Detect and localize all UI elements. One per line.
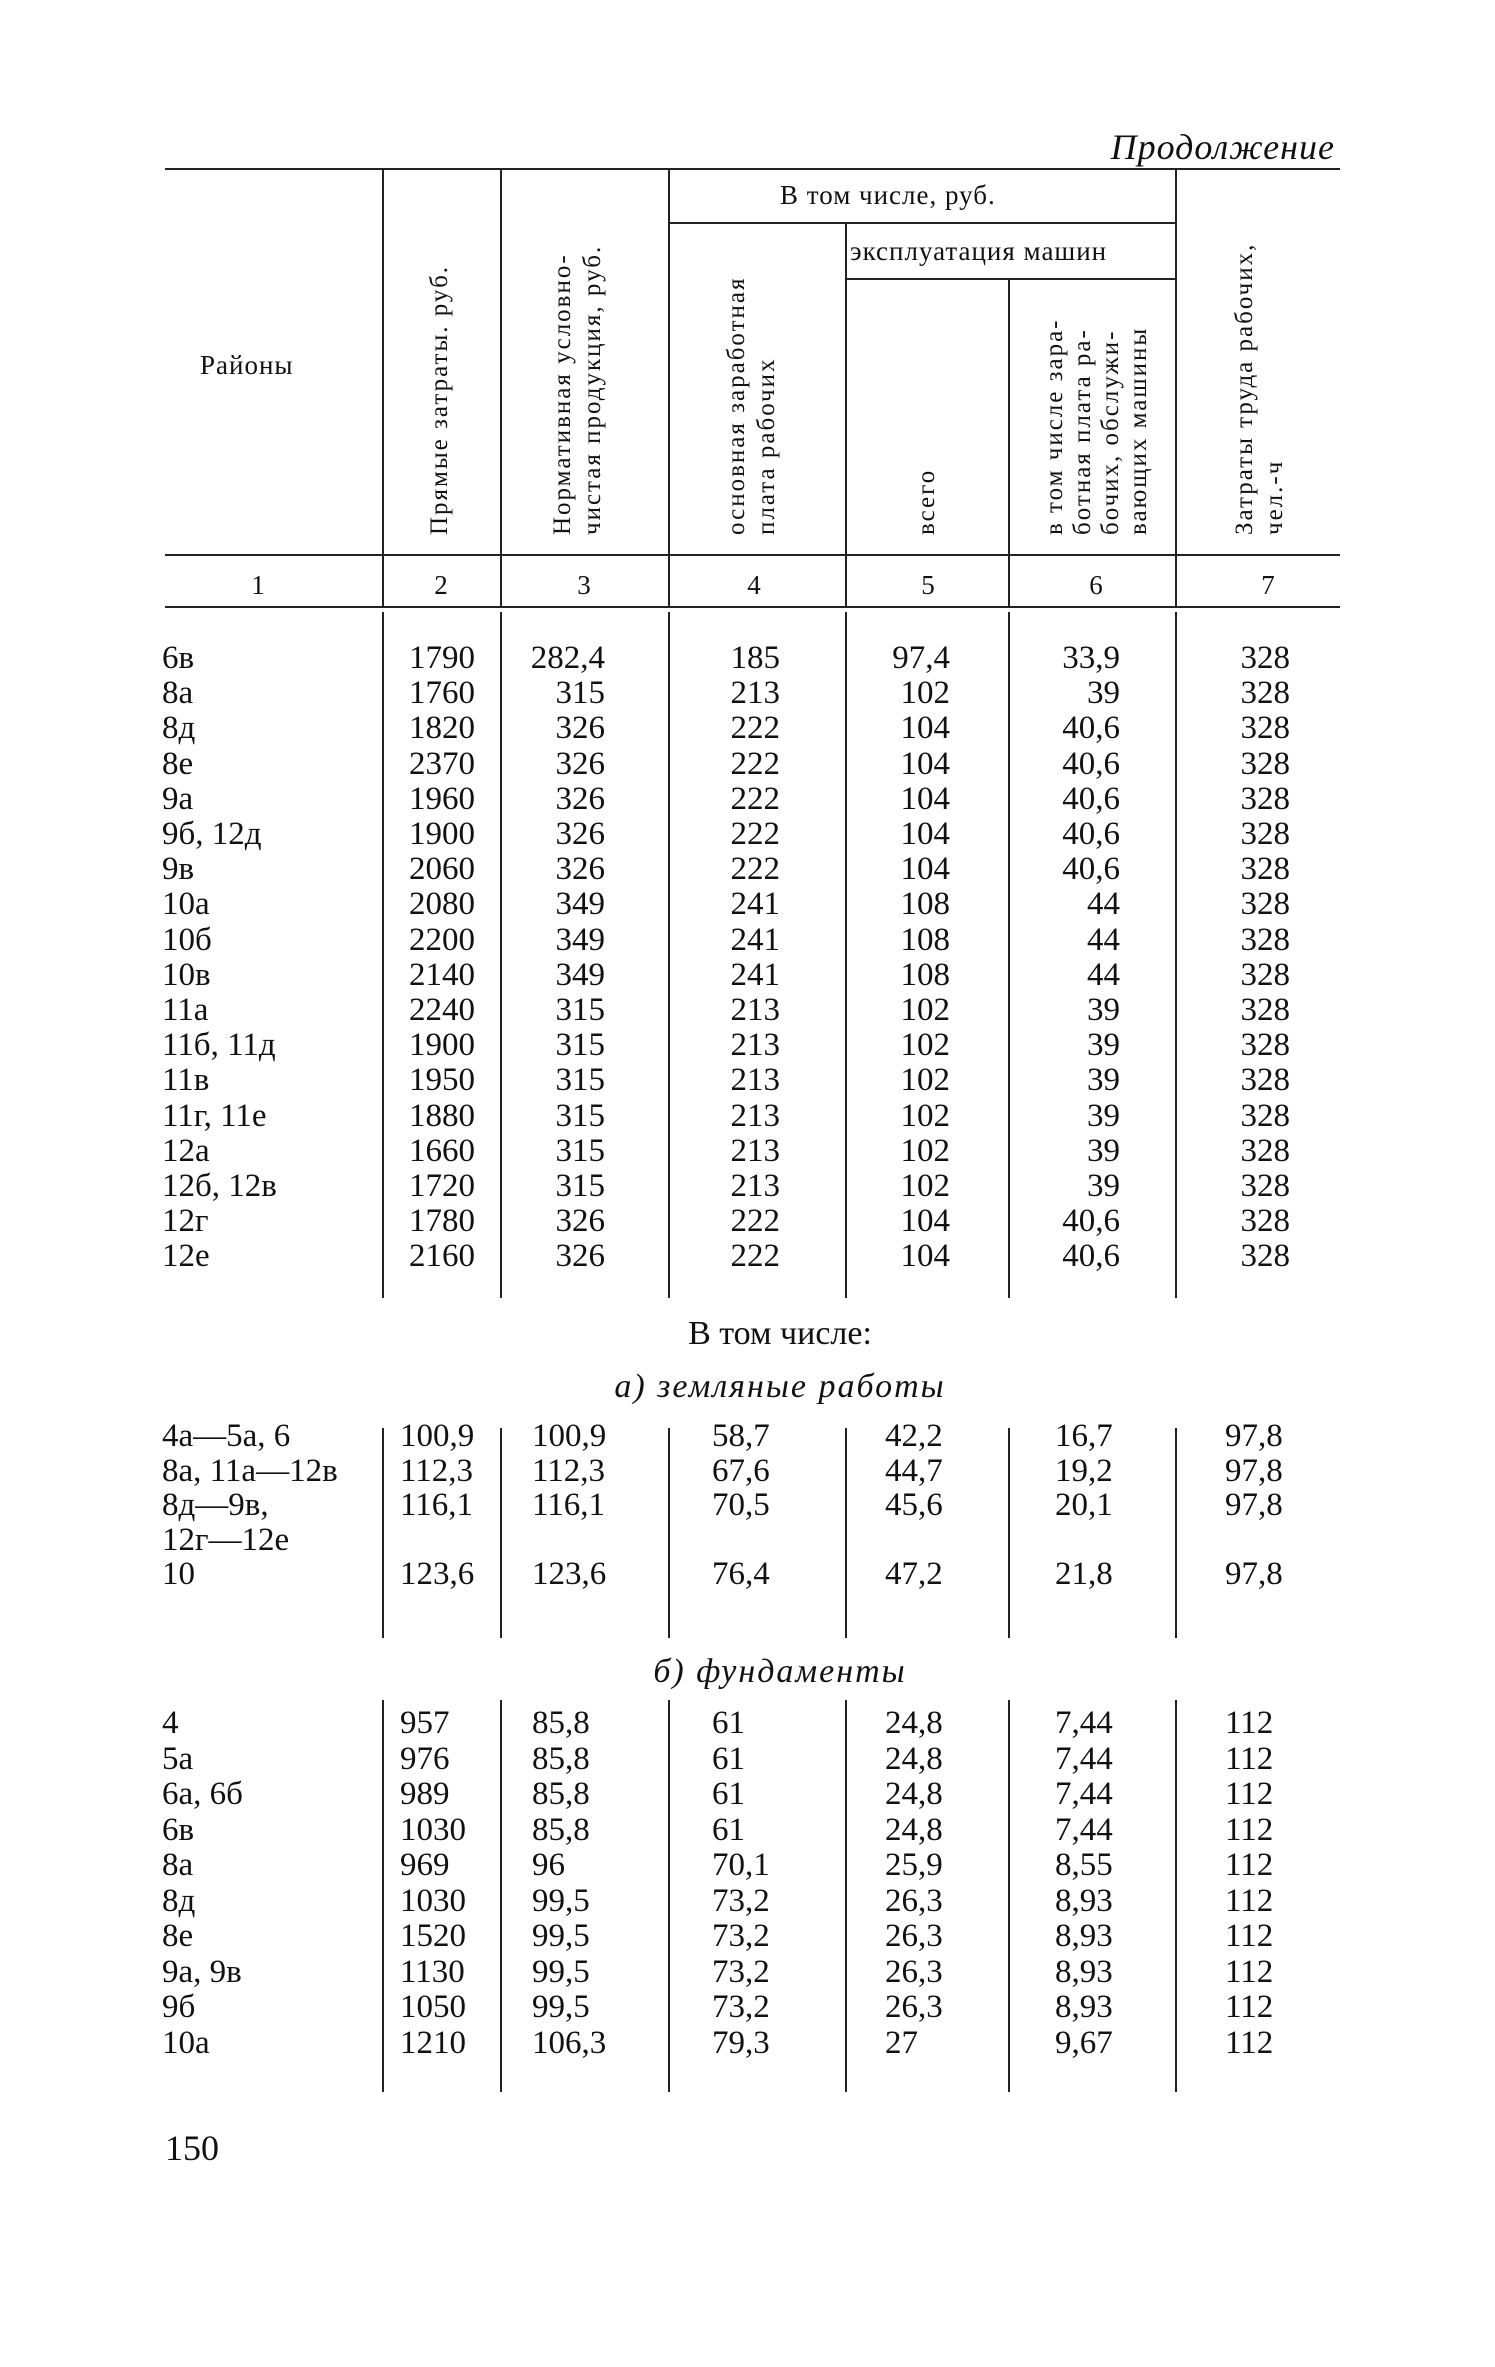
main_rows-cell: 97,4: [892, 640, 950, 676]
earthworks.rows-cell: 67,6: [712, 1452, 770, 1489]
col-number-3: 3: [577, 570, 591, 600]
earthworks.rows-cell: 47,2: [885, 1556, 943, 1592]
main_rows-cell: 1780: [409, 1203, 475, 1240]
main_rows-cell: 2240: [409, 992, 475, 1028]
earthworks.rows-cell: 10: [162, 1556, 195, 1592]
main_rows-cell: 326: [555, 816, 605, 852]
foundations.rows-cell: 8д: [162, 1882, 196, 1919]
foundations.rows-cell: 99,5: [532, 1953, 590, 1990]
main_rows-cell: 315: [555, 675, 605, 712]
base-wage-header-l1: основная заработная: [723, 276, 750, 535]
foundations.rows-cell: 9а, 9в: [162, 1953, 242, 1990]
foundations.rows-cell: 106,3: [532, 2024, 607, 2061]
main_rows-cell: 11б, 11д: [162, 1027, 276, 1064]
main_rows-cell: 2080: [409, 886, 475, 923]
main_rows-cell: 185: [730, 640, 780, 676]
earthworks.rows-cell: 8д—9в,: [162, 1487, 269, 1523]
found-divider-4: [845, 1700, 847, 2092]
main_rows-cell: 40,6: [1062, 780, 1120, 817]
main_rows-cell: 39: [1087, 1168, 1120, 1204]
main_rows-cell: 222: [730, 816, 780, 852]
including-label: В том числе:: [688, 1315, 872, 1352]
main_rows-cell: 349: [555, 956, 605, 993]
main_rows-cell: 1790: [409, 640, 475, 676]
main_rows-cell: 11г, 11е: [162, 1097, 267, 1134]
main_rows-cell: 282,4: [530, 640, 605, 676]
foundations.rows-cell: 1030: [400, 1882, 466, 1919]
main_rows-cell: 213: [730, 992, 780, 1028]
main_rows-cell: 213: [730, 1132, 780, 1169]
foundations.rows-cell: 85,8: [532, 1740, 590, 1777]
main_rows-cell: 328: [1240, 921, 1290, 958]
foundations.rows-cell: 61: [712, 1705, 745, 1741]
main_rows-cell: 1900: [409, 816, 475, 852]
foundations.rows-cell: 79,3: [712, 2024, 770, 2061]
main_rows-cell: 241: [730, 886, 780, 923]
incl-wage-header-l4: вающих машины: [1125, 326, 1152, 535]
earthworks.rows-cell: 112,3: [400, 1452, 474, 1489]
main_rows-cell: 39: [1087, 675, 1120, 712]
foundations.rows-cell: 957: [400, 1705, 450, 1741]
main_rows-cell: 315: [555, 1062, 605, 1099]
earthworks.rows-cell: 4а—5а, 6: [162, 1418, 291, 1454]
main_rows-cell: 326: [555, 851, 605, 888]
main_rows-cell: 222: [730, 1203, 780, 1240]
main_rows-cell: 108: [900, 956, 950, 993]
header-divider-3: [668, 170, 670, 606]
main_rows-cell: 9б, 12д: [162, 816, 262, 852]
main_rows-cell: 315: [555, 1168, 605, 1204]
found-divider-6: [1175, 1700, 1177, 2092]
main_rows-cell: 315: [555, 1132, 605, 1169]
col-number-4: 4: [747, 570, 761, 600]
main_rows-cell: 328: [1240, 851, 1290, 888]
main_rows-cell: 40,6: [1062, 1203, 1120, 1240]
earthworks.rows-cell: 116,1: [532, 1487, 606, 1523]
main_rows-cell: 8а: [162, 675, 194, 712]
main_rows-cell: 102: [900, 675, 950, 712]
main_rows-cell: 222: [730, 780, 780, 817]
foundations.rows-cell: 112: [1225, 1918, 1274, 1954]
earthworks.rows-cell: 97,8: [1225, 1556, 1283, 1592]
machine-operation-header: эксплуатация машин: [850, 236, 1108, 266]
main_rows-cell: 10а: [162, 886, 210, 923]
page-number: 150: [165, 2128, 219, 2168]
main_rows-cell: 213: [730, 1062, 780, 1099]
earthworks.rows-cell: 123,6: [532, 1556, 607, 1592]
main_rows-cell: 102: [900, 1132, 950, 1169]
foundations.rows-cell: 27: [885, 2024, 918, 2061]
foundations.rows-cell: 112: [1225, 1705, 1274, 1741]
main_rows-cell: 44: [1087, 956, 1120, 993]
main_rows-cell: 39: [1087, 992, 1120, 1028]
main_rows-cell: 9а: [162, 780, 194, 817]
foundations.rows-cell: 1030: [400, 1811, 466, 1848]
earthworks.rows-cell: 12г—12е: [162, 1521, 290, 1558]
main-divider-6: [1175, 612, 1177, 1298]
main_rows-cell: 1900: [409, 1027, 475, 1064]
main_rows-cell: 12г: [162, 1203, 209, 1240]
main_rows-cell: 213: [730, 1168, 780, 1204]
foundations.rows-cell: 8а: [162, 1847, 194, 1883]
earthworks.rows-cell: 42,2: [885, 1418, 943, 1454]
foundations.rows-cell: 7,44: [1055, 1776, 1113, 1812]
main_rows-cell: 102: [900, 1097, 950, 1134]
foundations.rows-cell: 85,8: [532, 1811, 590, 1848]
earthworks.rows-cell: 97,8: [1225, 1418, 1283, 1454]
col-number-7: 7: [1261, 570, 1275, 600]
main_rows-cell: 222: [730, 1238, 780, 1275]
main_rows-cell: 1880: [409, 1097, 475, 1134]
col-number-2: 2: [434, 570, 448, 600]
main_rows-cell: 328: [1240, 886, 1290, 923]
main_rows-cell: 9в: [162, 851, 195, 888]
earthworks.rows-cell: 45,6: [885, 1487, 943, 1523]
found-divider-3: [668, 1700, 670, 2092]
main_rows-cell: 102: [900, 1027, 950, 1064]
earthworks.rows-cell: 16,7: [1055, 1418, 1113, 1454]
main_rows-cell: 2370: [409, 745, 475, 782]
earthworks.rows-cell: 100,9: [400, 1418, 475, 1454]
earth-divider-4: [845, 1428, 847, 1638]
foundations.rows-cell: 9,67: [1055, 2024, 1113, 2061]
earthworks.rows-cell: 44,7: [885, 1452, 943, 1489]
main_rows-cell: 39: [1087, 1097, 1120, 1134]
main_rows-cell: 328: [1240, 1238, 1290, 1275]
foundations.rows-cell: 96: [532, 1847, 565, 1883]
foundations.rows-cell: 24,8: [885, 1740, 943, 1777]
main_rows-cell: 328: [1240, 1097, 1290, 1134]
header-divider-5: [1008, 280, 1010, 606]
foundations.rows-cell: 26,3: [885, 1882, 943, 1919]
foundations.rows-cell: 1210: [400, 2024, 466, 2061]
foundations.rows-cell: 85,8: [532, 1776, 590, 1812]
header-divider-1: [382, 170, 384, 606]
found-divider-5: [1008, 1700, 1010, 2092]
main_rows-cell: 326: [555, 745, 605, 782]
foundations.rows-cell: 73,2: [712, 1953, 770, 1990]
earth-divider-2: [500, 1428, 502, 1638]
main_rows-cell: 222: [730, 745, 780, 782]
foundations.rows-cell: 112: [1225, 1740, 1274, 1777]
main_rows-cell: 315: [555, 1097, 605, 1134]
main_rows-cell: 241: [730, 956, 780, 993]
main_rows-cell: 11а: [162, 992, 209, 1028]
main_rows-cell: 104: [900, 851, 950, 888]
main_rows-cell: 222: [730, 710, 780, 747]
main_rows-cell: 1760: [409, 675, 475, 712]
header-divider-6: [1175, 170, 1177, 606]
earthworks.rows-cell: 70,5: [712, 1487, 770, 1523]
found-divider-2: [500, 1700, 502, 2092]
earthworks.rows-cell: 112,3: [532, 1452, 606, 1489]
main_rows-cell: 104: [900, 816, 950, 852]
main_rows-cell: 241: [730, 921, 780, 958]
header-bottom-rule: [165, 554, 1340, 556]
earthworks-title: а) земляные работы: [614, 1368, 946, 1405]
earthworks.rows-cell: 116,1: [400, 1487, 474, 1523]
foundations.rows-cell: 8,93: [1055, 1953, 1113, 1990]
foundations.rows-cell: 61: [712, 1740, 745, 1777]
main_rows-cell: 2140: [409, 956, 475, 993]
col-number-1: 1: [251, 570, 265, 600]
foundations.rows-cell: 976: [400, 1740, 450, 1777]
earthworks.rows-cell: 19,2: [1055, 1452, 1113, 1489]
main_rows-cell: 102: [900, 1168, 950, 1204]
foundations.rows-cell: 112: [1225, 1847, 1274, 1883]
foundations.rows-cell: 8,93: [1055, 1989, 1113, 2025]
earthworks.rows-cell: 8а, 11а—12в: [162, 1452, 338, 1489]
foundations.rows-cell: 73,2: [712, 1918, 770, 1954]
main_rows-cell: 2200: [409, 921, 475, 958]
foundations.rows-cell: 112: [1225, 1882, 1274, 1919]
normative-product-header-l1: Нормативная условно-: [549, 253, 576, 535]
main_rows-cell: 104: [900, 745, 950, 782]
earth-divider-6: [1175, 1428, 1177, 1638]
base-wage-header-l2: плата рабочих: [753, 357, 780, 535]
main_rows-cell: 328: [1240, 1168, 1290, 1204]
foundations.rows-cell: 7,44: [1055, 1811, 1113, 1848]
foundations.rows-cell: 73,2: [712, 1882, 770, 1919]
main_rows-cell: 2160: [409, 1238, 475, 1275]
main_rows-cell: 328: [1240, 816, 1290, 852]
foundations.rows-cell: 7,44: [1055, 1740, 1113, 1777]
main_rows-cell: 349: [555, 921, 605, 958]
main_rows-cell: 10в: [162, 956, 211, 993]
main_rows-cell: 1950: [409, 1062, 475, 1099]
main_rows-cell: 328: [1240, 992, 1290, 1028]
labor-header-l2: чел.-ч: [1261, 459, 1288, 535]
main_rows-cell: 328: [1240, 1203, 1290, 1240]
incl-wage-header-l2: ботная плата ра-: [1069, 328, 1096, 535]
main_rows-cell: 40,6: [1062, 1238, 1120, 1275]
main_rows-cell: 104: [900, 780, 950, 817]
col-number-5: 5: [921, 570, 935, 600]
main_rows-cell: 44: [1087, 886, 1120, 923]
main_rows-cell: 328: [1240, 956, 1290, 993]
main_rows-cell: 40,6: [1062, 745, 1120, 782]
main_rows-cell: 328: [1240, 675, 1290, 712]
foundations.rows-cell: 112: [1225, 2024, 1274, 2061]
foundations.rows-cell: 9б: [162, 1989, 196, 2025]
main_rows-cell: 213: [730, 1097, 780, 1134]
foundations.rows-cell: 8,93: [1055, 1918, 1113, 1954]
earthworks.rows-cell: 21,8: [1055, 1556, 1113, 1592]
foundations.rows-cell: 7,44: [1055, 1705, 1113, 1741]
incl-wage-header-l1: в том числе зара-: [1041, 318, 1068, 535]
foundations.rows-cell: 6в: [162, 1811, 195, 1848]
foundations.rows-cell: 8,55: [1055, 1847, 1113, 1883]
foundations.rows-cell: 24,8: [885, 1776, 943, 1812]
earth-divider-1: [382, 1428, 384, 1638]
header-divider-4: [845, 224, 847, 606]
machine-subrule: [845, 278, 1175, 280]
main_rows-cell: 326: [555, 710, 605, 747]
earthworks.rows-cell: 20,1: [1055, 1487, 1113, 1523]
foundations.rows-cell: 85,8: [532, 1705, 590, 1741]
main_rows-cell: 40,6: [1062, 851, 1120, 888]
including-subrule: [668, 222, 1175, 224]
foundations.rows-cell: 26,3: [885, 1989, 943, 2025]
main_rows-cell: 328: [1240, 710, 1290, 747]
continuation-label: Продолжение: [1110, 127, 1335, 167]
earth-divider-5: [1008, 1428, 1010, 1638]
main_rows-cell: 104: [900, 1238, 950, 1275]
foundations.rows-cell: 73,2: [712, 1989, 770, 2025]
main_rows-cell: 12а: [162, 1132, 210, 1169]
main_rows-cell: 315: [555, 1027, 605, 1064]
earthworks.rows-cell: 58,7: [712, 1418, 770, 1454]
foundations.rows-cell: 8е: [162, 1918, 194, 1954]
main_rows-cell: 8е: [162, 745, 194, 782]
foundations.rows-cell: 112: [1225, 1811, 1274, 1848]
main_rows-cell: 213: [730, 1027, 780, 1064]
main_rows-cell: 33,9: [1062, 640, 1120, 676]
main_rows-cell: 108: [900, 921, 950, 958]
foundations.rows-cell: 112: [1225, 1953, 1274, 1990]
foundations.rows-cell: 6а, 6б: [162, 1776, 243, 1812]
foundations.rows-cell: 99,5: [532, 1882, 590, 1919]
main_rows-cell: 328: [1240, 1132, 1290, 1169]
header-top-rule: [165, 168, 1340, 170]
foundations.rows-cell: 969: [400, 1847, 450, 1883]
main_rows-cell: 104: [900, 1203, 950, 1240]
foundations.rows-cell: 1050: [400, 1989, 466, 2025]
earthworks.rows-cell: 76,4: [712, 1556, 770, 1592]
main_rows-cell: 108: [900, 886, 950, 923]
foundations.rows-cell: 24,8: [885, 1705, 943, 1741]
normative-product-header-l2: чистая продукция, руб.: [579, 244, 606, 535]
main_rows-cell: 328: [1240, 1062, 1290, 1099]
main_rows-cell: 11в: [162, 1062, 210, 1099]
main_rows-cell: 40,6: [1062, 816, 1120, 852]
main_rows-cell: 104: [900, 710, 950, 747]
earthworks.rows-cell: 97,8: [1225, 1487, 1283, 1523]
foundations.rows-cell: 25,9: [885, 1847, 943, 1883]
main_rows-cell: 102: [900, 1062, 950, 1099]
earthworks.rows-cell: 100,9: [532, 1418, 607, 1454]
main_rows-cell: 2060: [409, 851, 475, 888]
main_rows-cell: 326: [555, 780, 605, 817]
total-header: всего: [913, 468, 940, 535]
foundations.rows-cell: 1520: [400, 1918, 466, 1954]
earth-divider-3: [668, 1428, 670, 1638]
including-header: В том числе, руб.: [780, 180, 996, 210]
main_rows-cell: 328: [1240, 780, 1290, 817]
labor-header-l1: Затраты труда рабочих,: [1231, 242, 1258, 535]
foundations.rows-cell: 61: [712, 1811, 745, 1848]
col-number-6: 6: [1089, 570, 1103, 600]
foundations.rows-cell: 70,1: [712, 1847, 770, 1883]
main_rows-cell: 1720: [409, 1168, 475, 1204]
main_rows-cell: 328: [1240, 1027, 1290, 1064]
foundations.rows-cell: 99,5: [532, 1989, 590, 2025]
foundations.rows-cell: 10а: [162, 2024, 210, 2061]
incl-wage-header-l3: бочих, обслужи-: [1097, 329, 1124, 535]
main_rows-cell: 10б: [162, 921, 212, 958]
main_rows-cell: 39: [1087, 1062, 1120, 1099]
found-divider-1: [382, 1700, 384, 2092]
colnum-bottom-rule: [165, 606, 1340, 608]
main_rows-cell: 40,6: [1062, 710, 1120, 747]
main_rows-cell: 8д: [162, 710, 196, 747]
main_rows-cell: 315: [555, 992, 605, 1028]
main_rows-cell: 222: [730, 851, 780, 888]
main_rows-cell: 12е: [162, 1238, 210, 1275]
main_rows-cell: 328: [1240, 745, 1290, 782]
foundations.rows-cell: 26,3: [885, 1918, 943, 1954]
foundations-title: б) фундаменты: [653, 1653, 907, 1690]
foundations.rows-cell: 26,3: [885, 1953, 943, 1990]
earthworks.rows-cell: 97,8: [1225, 1452, 1283, 1489]
foundations.rows-cell: 4: [162, 1705, 179, 1741]
main_rows-cell: 1960: [409, 780, 475, 817]
main_rows-cell: 1660: [409, 1132, 475, 1169]
main_rows-cell: 12б, 12в: [162, 1168, 277, 1204]
main_rows-cell: 328: [1240, 640, 1290, 676]
foundations.rows-cell: 24,8: [885, 1811, 943, 1848]
main_rows-cell: 326: [555, 1203, 605, 1240]
earthworks.rows-cell: 123,6: [400, 1556, 475, 1592]
main_rows-cell: 1820: [409, 710, 475, 747]
header-divider-2: [500, 170, 502, 606]
foundations.rows-cell: 112: [1225, 1776, 1274, 1812]
main_rows-cell: 44: [1087, 921, 1120, 958]
foundations.rows-cell: 989: [400, 1776, 450, 1812]
main_rows-cell: 6в: [162, 640, 195, 676]
foundations.rows-cell: 112: [1225, 1989, 1274, 2025]
foundations.rows-cell: 61: [712, 1776, 745, 1812]
districts-header: Районы: [200, 350, 294, 380]
main_rows-cell: 326: [555, 1238, 605, 1275]
main_rows-cell: 39: [1087, 1132, 1120, 1169]
main_rows-cell: 213: [730, 675, 780, 712]
main_rows-cell: 39: [1087, 1027, 1120, 1064]
direct-costs-header: Прямые затраты. руб.: [426, 264, 453, 535]
main_rows-cell: 102: [900, 992, 950, 1028]
main_rows-cell: 349: [555, 886, 605, 923]
foundations.rows-cell: 8,93: [1055, 1882, 1113, 1919]
foundations.rows-cell: 1130: [400, 1953, 465, 1990]
foundations.rows-cell: 5а: [162, 1740, 194, 1777]
foundations.rows-cell: 99,5: [532, 1918, 590, 1954]
